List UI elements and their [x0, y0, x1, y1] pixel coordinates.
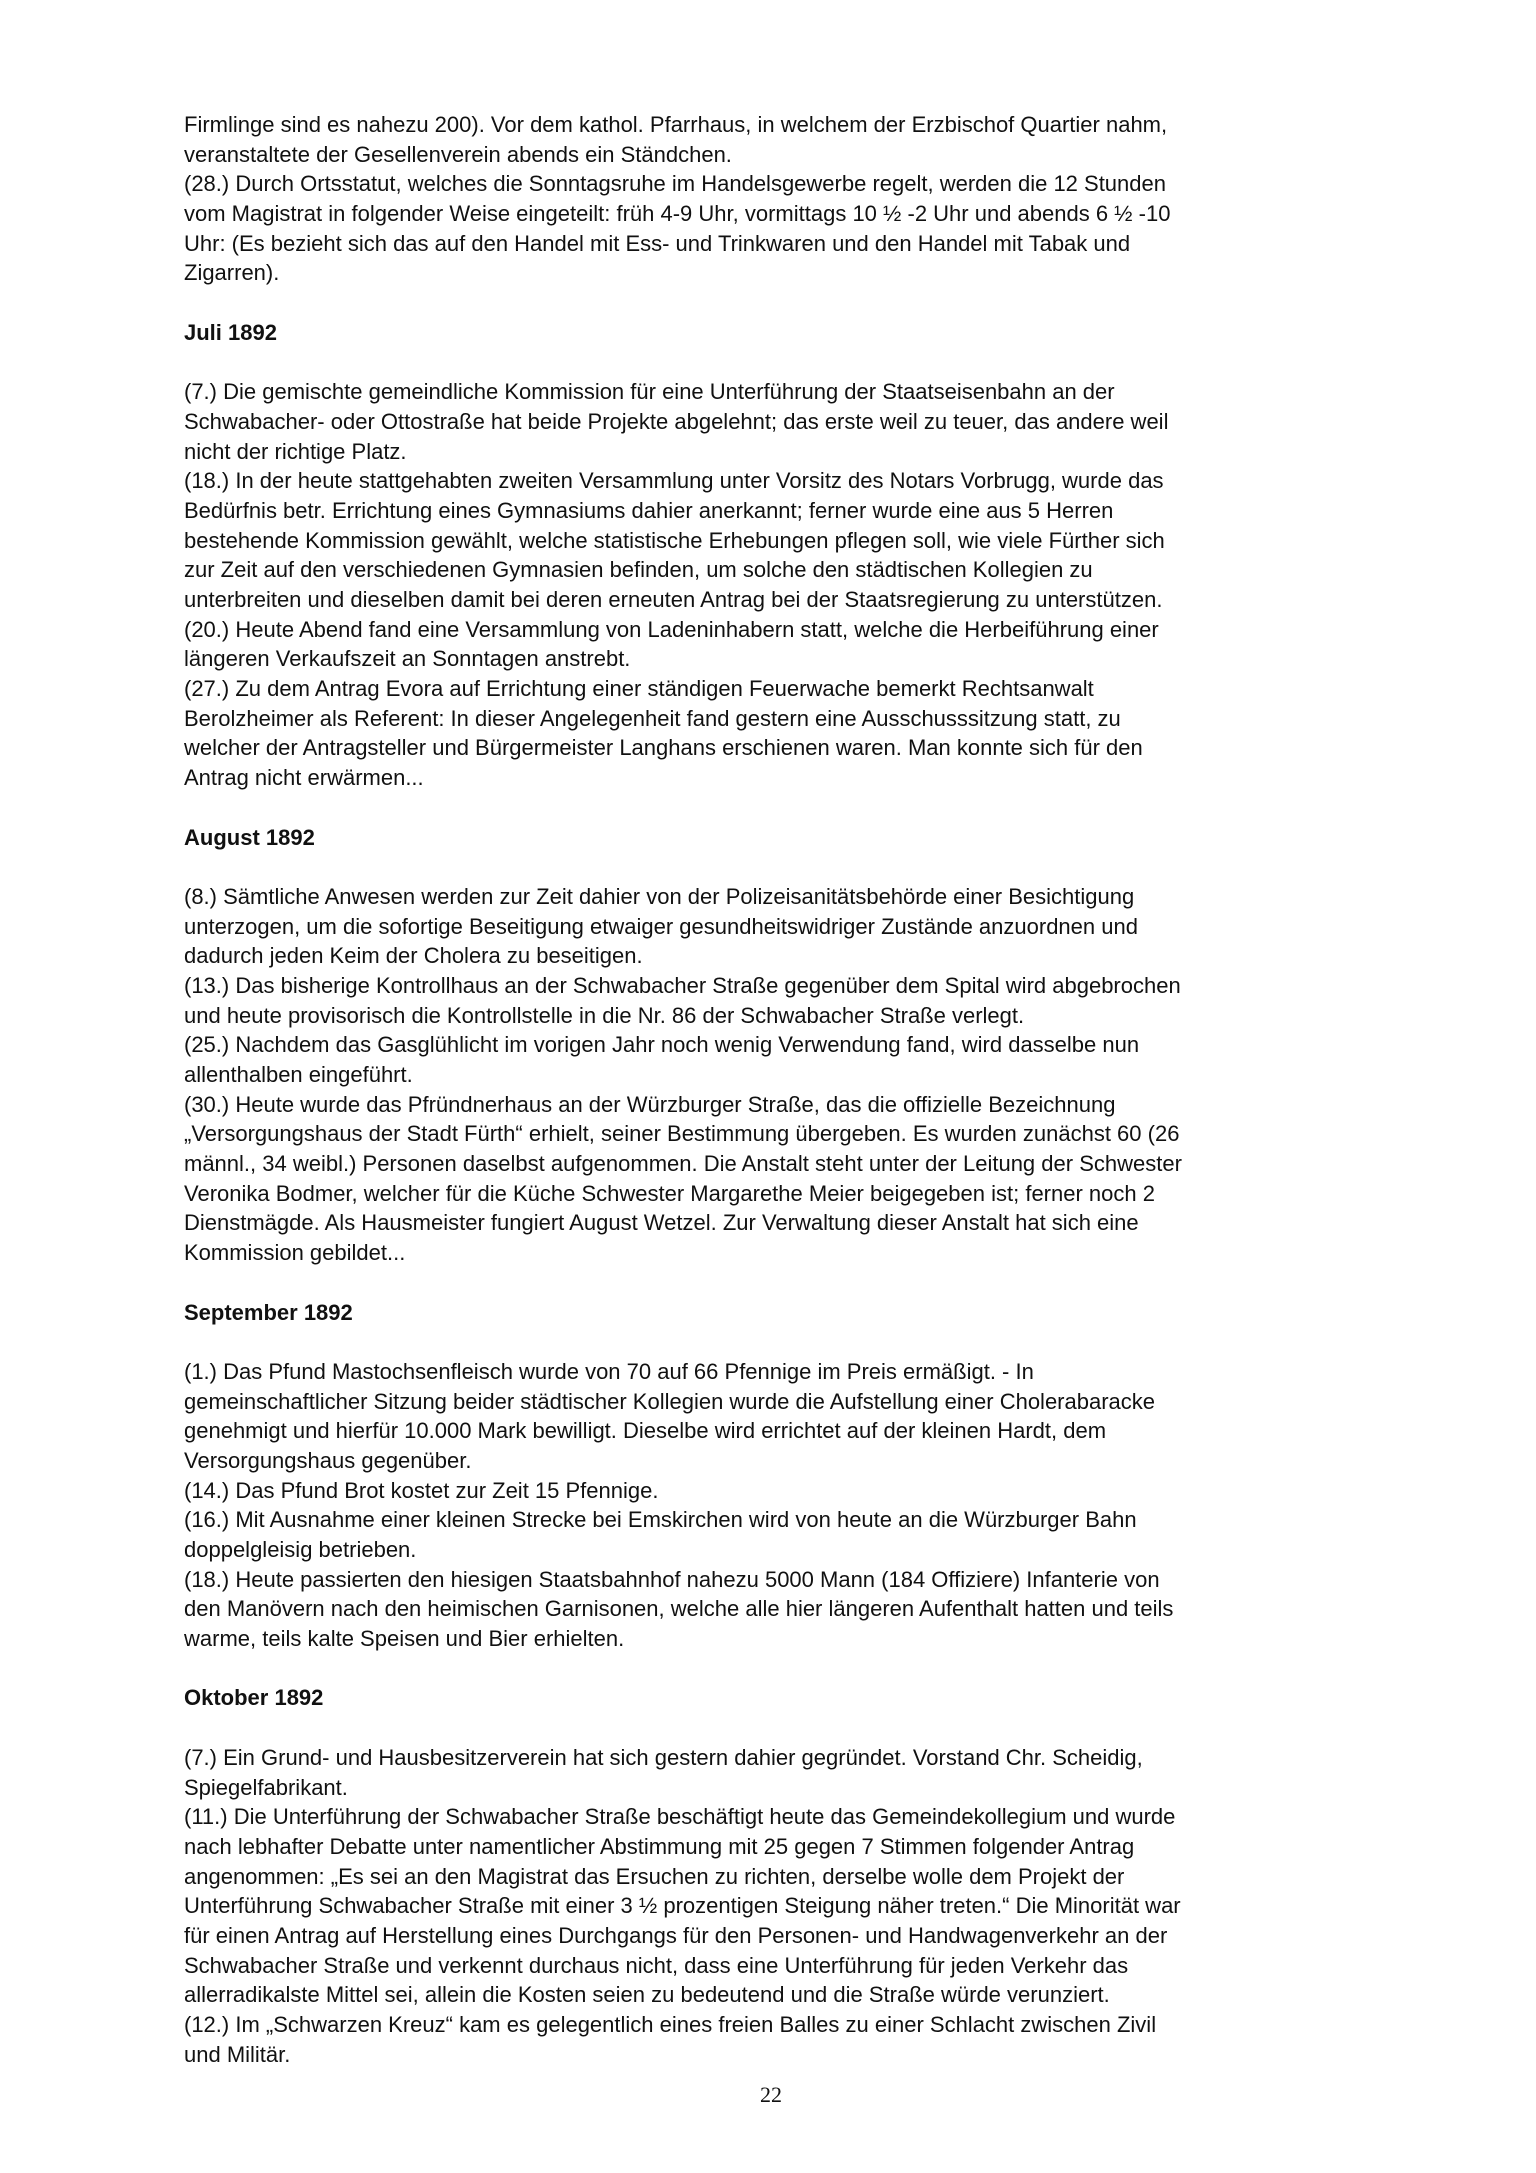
text-line: (18.) In der heute stattgehabten zweiten Versammlung unter Vorsitz des Notars Vorbrugg, wurde das [184, 468, 1164, 494]
text-line: Bedürfnis betr. Errichtung eines Gymnasiums dahier anerkannt; ferner wurde eine aus 5 Herren [184, 497, 1114, 523]
text-line: (13.) Das bisherige Kontrollhaus an der Schwabacher Straße gegenüber dem Spital wird abgebrochen [184, 972, 1181, 998]
text-line: (7.) Ein Grund- und Hausbesitzerverein hat sich gestern dahier gegründet. Vorstand Chr. Scheidig, [184, 1744, 1143, 1770]
section-heading: Oktober 1892 [184, 1685, 324, 1711]
paragraph [184, 377, 1384, 793]
text-line: Dienstmägde. Als Hausmeister fungiert August Wetzel. Zur Verwaltung dieser Anstalt hat sich eine [184, 1210, 1139, 1236]
text-line: gemeinschaftlicher Sitzung beider städtischer Kollegien wurde die Aufstellung einer Cholerabaracke [184, 1388, 1156, 1414]
blank-line [184, 852, 1384, 882]
text-line: vom Magistrat in folgender Weise eingeteilt: früh 4-9 Uhr, vormittags 10 ½ -2 Uhr und abends 6 ½ -10 [184, 201, 1171, 227]
text-line: und heute provisorisch die Kontrollstelle in die Nr. 86 der Schwabacher Straße verlegt. [184, 1002, 1025, 1028]
text-line: und Militär. [184, 2041, 291, 2067]
text-line: Schwabacher Straße und verkennt durchaus nicht, dass eine Unterführung für jeden Verkehr das [184, 1952, 1129, 1978]
paragraph [184, 882, 1384, 1268]
text-line: für einen Antrag auf Herstellung eines Durchgangs für den Personen- und Handwagenverkehr an der [184, 1922, 1168, 1948]
text-line: (20.) Heute Abend fand eine Versammlung von Ladeninhabern statt, welche die Herbeiführung einer [184, 616, 1159, 642]
text-line: dadurch jeden Keim der Cholera zu beseitigen. [184, 943, 643, 969]
blank-line [184, 1327, 1384, 1357]
text-line: längeren Verkaufszeit an Sonntagen anstrebt. [184, 646, 631, 672]
text-line: männl., 34 weibl.) Personen daselbst aufgenommen. Die Anstalt steht unter der Leitung der Schwester [184, 1151, 1182, 1177]
text-line: (7.) Die gemischte gemeindliche Kommission für eine Unterführung der Staatseisenbahn an der [184, 379, 1115, 405]
text-line: Unterführung Schwabacher Straße mit einer 3 ½ prozentigen Steigung näher treten.“ Die Minorität war [184, 1893, 1181, 1919]
text-line: warme, teils kalte Speisen und Bier erhielten. [184, 1626, 625, 1652]
text-line: (16.) Mit Ausnahme einer kleinen Strecke bei Emskirchen wird von heute an die Würzburger Bahn [184, 1507, 1137, 1533]
text-line: veranstaltete der Gesellenverein abends ein Ständchen. [184, 141, 732, 167]
paragraph [184, 1743, 1384, 2070]
section-heading: Juli 1892 [184, 319, 277, 345]
text-line: nach lebhafter Debatte unter namentlicher Abstimmung mit 25 gegen 7 Stimmen folgender Antrag [184, 1833, 1135, 1859]
text-line: (28.) Durch Ortsstatut, welches die Sonntagsruhe im Handelsgewerbe regelt, werden die 12 Stunden [184, 171, 1166, 197]
blank-line [184, 288, 1384, 318]
text-line: den Manövern nach den heimischen Garnisonen, welche alle hier längeren Aufenthalt hatten und teils [184, 1596, 1174, 1622]
blank-line [184, 348, 1384, 378]
text-line: Spiegelfabrikant. [184, 1774, 348, 1800]
text-line: nicht der richtige Platz. [184, 438, 407, 464]
text-line: Zigarren). [184, 260, 280, 286]
document-page [184, 110, 1384, 2069]
text-line: Uhr: (Es bezieht sich das auf den Handel mit Ess- und Trinkwaren und den Handel mit Tabak und [184, 230, 1131, 256]
text-line: doppelgleisig betrieben. [184, 1537, 417, 1562]
text-line: (14.) Das Pfund Brot kostet zur Zeit 15 Pfennige. [184, 1477, 659, 1503]
text-line: welcher der Antragsteller und Bürgermeister Langhans erschienen waren. Man konnte sich für den [184, 735, 1143, 761]
text-line: zur Zeit auf den verschiedenen Gymnasien befinden, um solche den städtischen Kollegien zu [184, 557, 1093, 583]
text-line: Schwabacher- oder Ottostraße hat beide Projekte abgelehnt; das erste weil zu teuer, das andere weil [184, 408, 1169, 434]
text-line: Veronika Bodmer, welcher für die Küche Schwester Margarethe Meier beigegeben ist; ferner noch 2 [184, 1180, 1155, 1206]
paragraph [184, 1357, 1384, 1654]
text-line: Antrag nicht erwärmen... [184, 765, 424, 791]
blank-line [184, 1268, 1384, 1298]
text-line: (12.) Im „Schwarzen Kreuz“ kam es gelegentlich eines freien Balles zu einer Schlacht zwischen Zivil [184, 2012, 1157, 2037]
text-line: (18.) Heute passierten den hiesigen Staatsbahnhof nahezu 5000 Mann (184 Offiziere) Infanterie von [184, 1566, 1160, 1592]
text-line: (25.) Nachdem das Gasglühlicht im vorigen Jahr noch wenig Verwendung fand, wird dasselbe nun [184, 1032, 1140, 1058]
blank-line [184, 793, 1384, 823]
text-line: (8.) Sämtliche Anwesen werden zur Zeit dahier von der Polizeisanitätsbehörde einer Besichtigung [184, 883, 1135, 909]
paragraph [184, 110, 1384, 288]
text-line: Kommission gebildet... [184, 1240, 406, 1266]
text-line: unterzogen, um die sofortige Beseitigung etwaiger gesundheitswidriger Zustände anzuordnen und [184, 913, 1138, 939]
section-heading: August 1892 [184, 824, 315, 850]
text-line: allenthalben eingeführt. [184, 1062, 413, 1087]
blank-line [184, 1654, 1384, 1684]
page-number: 22 [760, 2082, 782, 2107]
text-line: angenommen: „Es sei an den Magistrat das Ersuchen zu richten, derselbe wolle dem Projekt der [184, 1863, 1125, 1889]
text-line: Versorgungshaus gegenüber. [184, 1447, 472, 1473]
section-heading: September 1892 [184, 1299, 353, 1325]
text-line: Firmlinge sind es nahezu 200). Vor dem kathol. Pfarrhaus, in welchem der Erzbischof Quartier nahm, [184, 112, 1168, 137]
text-line: (30.) Heute wurde das Pfründnerhaus an der Würzburger Straße, das die offizielle Bezeichnung [184, 1091, 1116, 1117]
text-line: genehmigt und hierfür 10.000 Mark bewilligt. Dieselbe wird errichtet auf der kleinen Hardt, dem [184, 1418, 1107, 1444]
text-line: „Versorgungshaus der Stadt Fürth“ erhielt, seiner Bestimmung übergeben. Es wurden zunächst 60 (26 [184, 1121, 1180, 1147]
text-line: unterbreiten und dieselben damit bei deren erneuten Antrag bei der Staatsregierung zu unterstützen. [184, 587, 1163, 612]
text-line: allerradikalste Mittel sei, allein die Kosten seien zu bedeutend und die Straße würde verunziert. [184, 1982, 1110, 2008]
text-line: (1.) Das Pfund Mastochsenfleisch wurde von 70 auf 66 Pfennige im Preis ermäßigt. - In [184, 1358, 1034, 1384]
text-line: (11.) Die Unterführung der Schwabacher Straße beschäftigt heute das Gemeindekollegium und wurde [184, 1804, 1176, 1830]
text-line: Berolzheimer als Referent: In dieser Angelegenheit fand gestern eine Ausschusssitzung statt, zu [184, 705, 1121, 731]
text-line: (27.) Zu dem Antrag Evora auf Errichtung einer ständigen Feuerwache bemerkt Rechtsanwalt [184, 676, 1094, 702]
blank-line [184, 1713, 1384, 1743]
text-line: bestehende Kommission gewählt, welche statistische Erhebungen pflegen soll, wie viele Fürther sich [184, 527, 1165, 553]
